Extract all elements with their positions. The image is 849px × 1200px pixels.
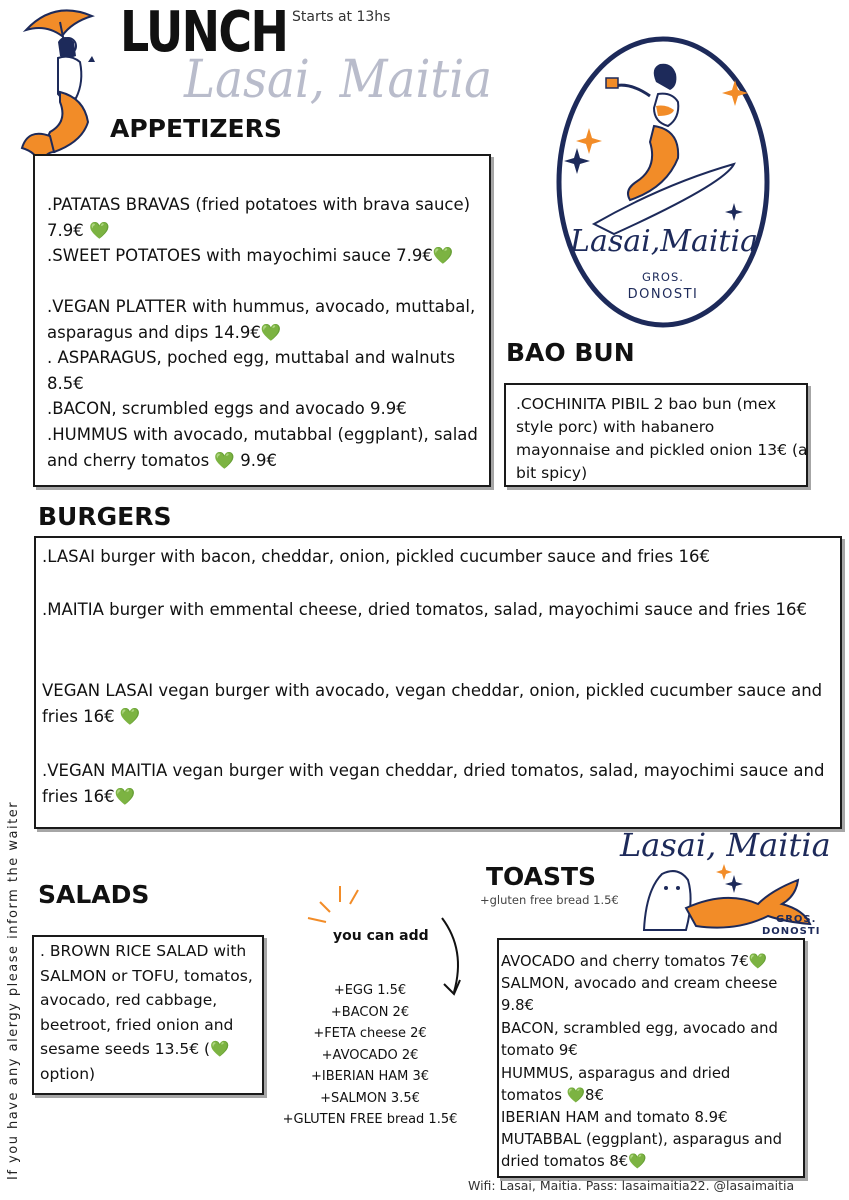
restaurant-logo <box>554 34 772 330</box>
burger-item: .MAITIA burger with emmental cheese, dried tomatos, salad, mayochimi sauce and fries 16€ <box>42 600 807 619</box>
addon-item: +SALMON 3.5€ <box>320 1090 420 1106</box>
mermaid-surfboard-logo-icon <box>554 34 772 330</box>
appetizer-item: . ASPARAGUS, poched egg, muttabal and walnuts 8.5€ <box>47 348 461 393</box>
toasts-title: TOASTS <box>486 862 597 891</box>
addons-title: you can add <box>333 928 429 944</box>
burger-item: .LASAI burger with bacon, cheddar, onion, pickled cucumber sauce and fries 16€ <box>42 547 711 566</box>
small-logo-name: Lasai, Maitia <box>620 826 831 864</box>
lunch-title: LUNCH <box>120 0 288 65</box>
toast-item: AVOCADO and cherry tomatos 7€💚 <box>501 953 768 970</box>
addon-item: +EGG 1.5€ <box>333 983 407 998</box>
appetizers-title: APPETIZERS <box>110 114 282 143</box>
toast-item: SALMON, avocado and cream cheese 9.8€ <box>501 975 783 1015</box>
addon-item: +BACON 2€ <box>330 1004 410 1020</box>
burgers-box <box>34 536 842 829</box>
logo-sub-gros: GROS. <box>642 270 684 284</box>
small-logo-gros: GROS. <box>776 914 817 925</box>
sparkle-lines-icon <box>304 884 364 926</box>
addons-list <box>270 980 470 1131</box>
logo-name: Lasai,Maitia <box>570 224 758 259</box>
salads-title: SALADS <box>38 880 150 909</box>
appetizers-box <box>33 154 491 487</box>
burger-item: .VEGAN MAITIA vegan burger with vegan cheddar, dried tomatos, salad, mayochimi sauce and fries 16€💚 <box>42 761 830 806</box>
header-script-name: Lasai, Maitia <box>184 50 493 110</box>
appetizer-item: .HUMMUS with avocado, mutabbal (eggplant), salad and cherry tomatos 💚 9.9€ <box>47 425 484 470</box>
toast-item: HUMMUS, asparagus and dried tomatos 💚8€ <box>501 1065 736 1105</box>
burger-item: VEGAN LASAI vegan burger with avocado, vegan cheddar, onion, pickled cucumber sauce and fries 16€ 💚 <box>42 681 828 726</box>
bao-title: BAO BUN <box>506 338 635 367</box>
salads-box <box>32 935 264 1095</box>
appetizer-item: .SWEET POTATOES with mayochimi sauce 7.9€💚 <box>47 246 454 265</box>
appetizer-item: .BACON, scrumbled eggs and avocado 9.9€ <box>47 399 407 418</box>
bao-item: .COCHINITA PIBIL 2 bao bun (mex style porc) with habanero mayonnaise and pickled onion 13€ (a bit spicy) <box>516 395 813 482</box>
logo-sub-donosti: DONOSTI <box>627 287 699 302</box>
toast-item: MUTABBAL (eggplant), asparagus and dried tomatos 8€💚 <box>501 1131 787 1171</box>
mermaid-umbrella-icon <box>14 2 124 174</box>
starts-time: Starts at 13hs <box>292 9 391 25</box>
addon-item: +FETA cheese 2€ <box>313 1026 427 1041</box>
toast-item: BACON, scrambled egg, avocado and tomato 9€ <box>501 1020 783 1060</box>
toasts-note: +gluten free bread 1.5€ <box>480 893 619 907</box>
wifi-footer: Wifi: Lasai, Maitia. Pass: lasaimaitia22. @lasaimaitia <box>468 1178 795 1193</box>
small-logo-donosti: DONOSTI <box>762 926 821 937</box>
appetizer-item: .PATATAS BRAVAS (fried potatoes with brava sauce) 7.9€ 💚 <box>47 195 476 240</box>
toasts-box <box>497 938 805 1178</box>
bao-box <box>504 383 813 487</box>
addon-item: +AVOCADO 2€ <box>321 1047 419 1063</box>
allergy-note: If you have any alergy please inform the waiter <box>6 800 21 1180</box>
burgers-title: BURGERS <box>38 502 172 531</box>
addon-item: +GLUTEN FREE bread 1.5€ <box>282 1112 458 1127</box>
addon-item: +IBERIAN HAM 3€ <box>310 1069 430 1084</box>
toast-item: IBERIAN HAM and tomato 8.9€ <box>501 1109 728 1126</box>
salad-item: . BROWN RICE SALAD with SALMON or TOFU, tomatos, avocado, red cabbage, beetroot, fried onion and sesame seeds 13.5€ (💚 option) <box>40 942 258 1083</box>
mermaid-illustration <box>14 2 124 174</box>
appetizer-item: .VEGAN PLATTER with hummus, avocado, muttabal, asparagus and dips 14.9€💚 <box>47 297 481 342</box>
